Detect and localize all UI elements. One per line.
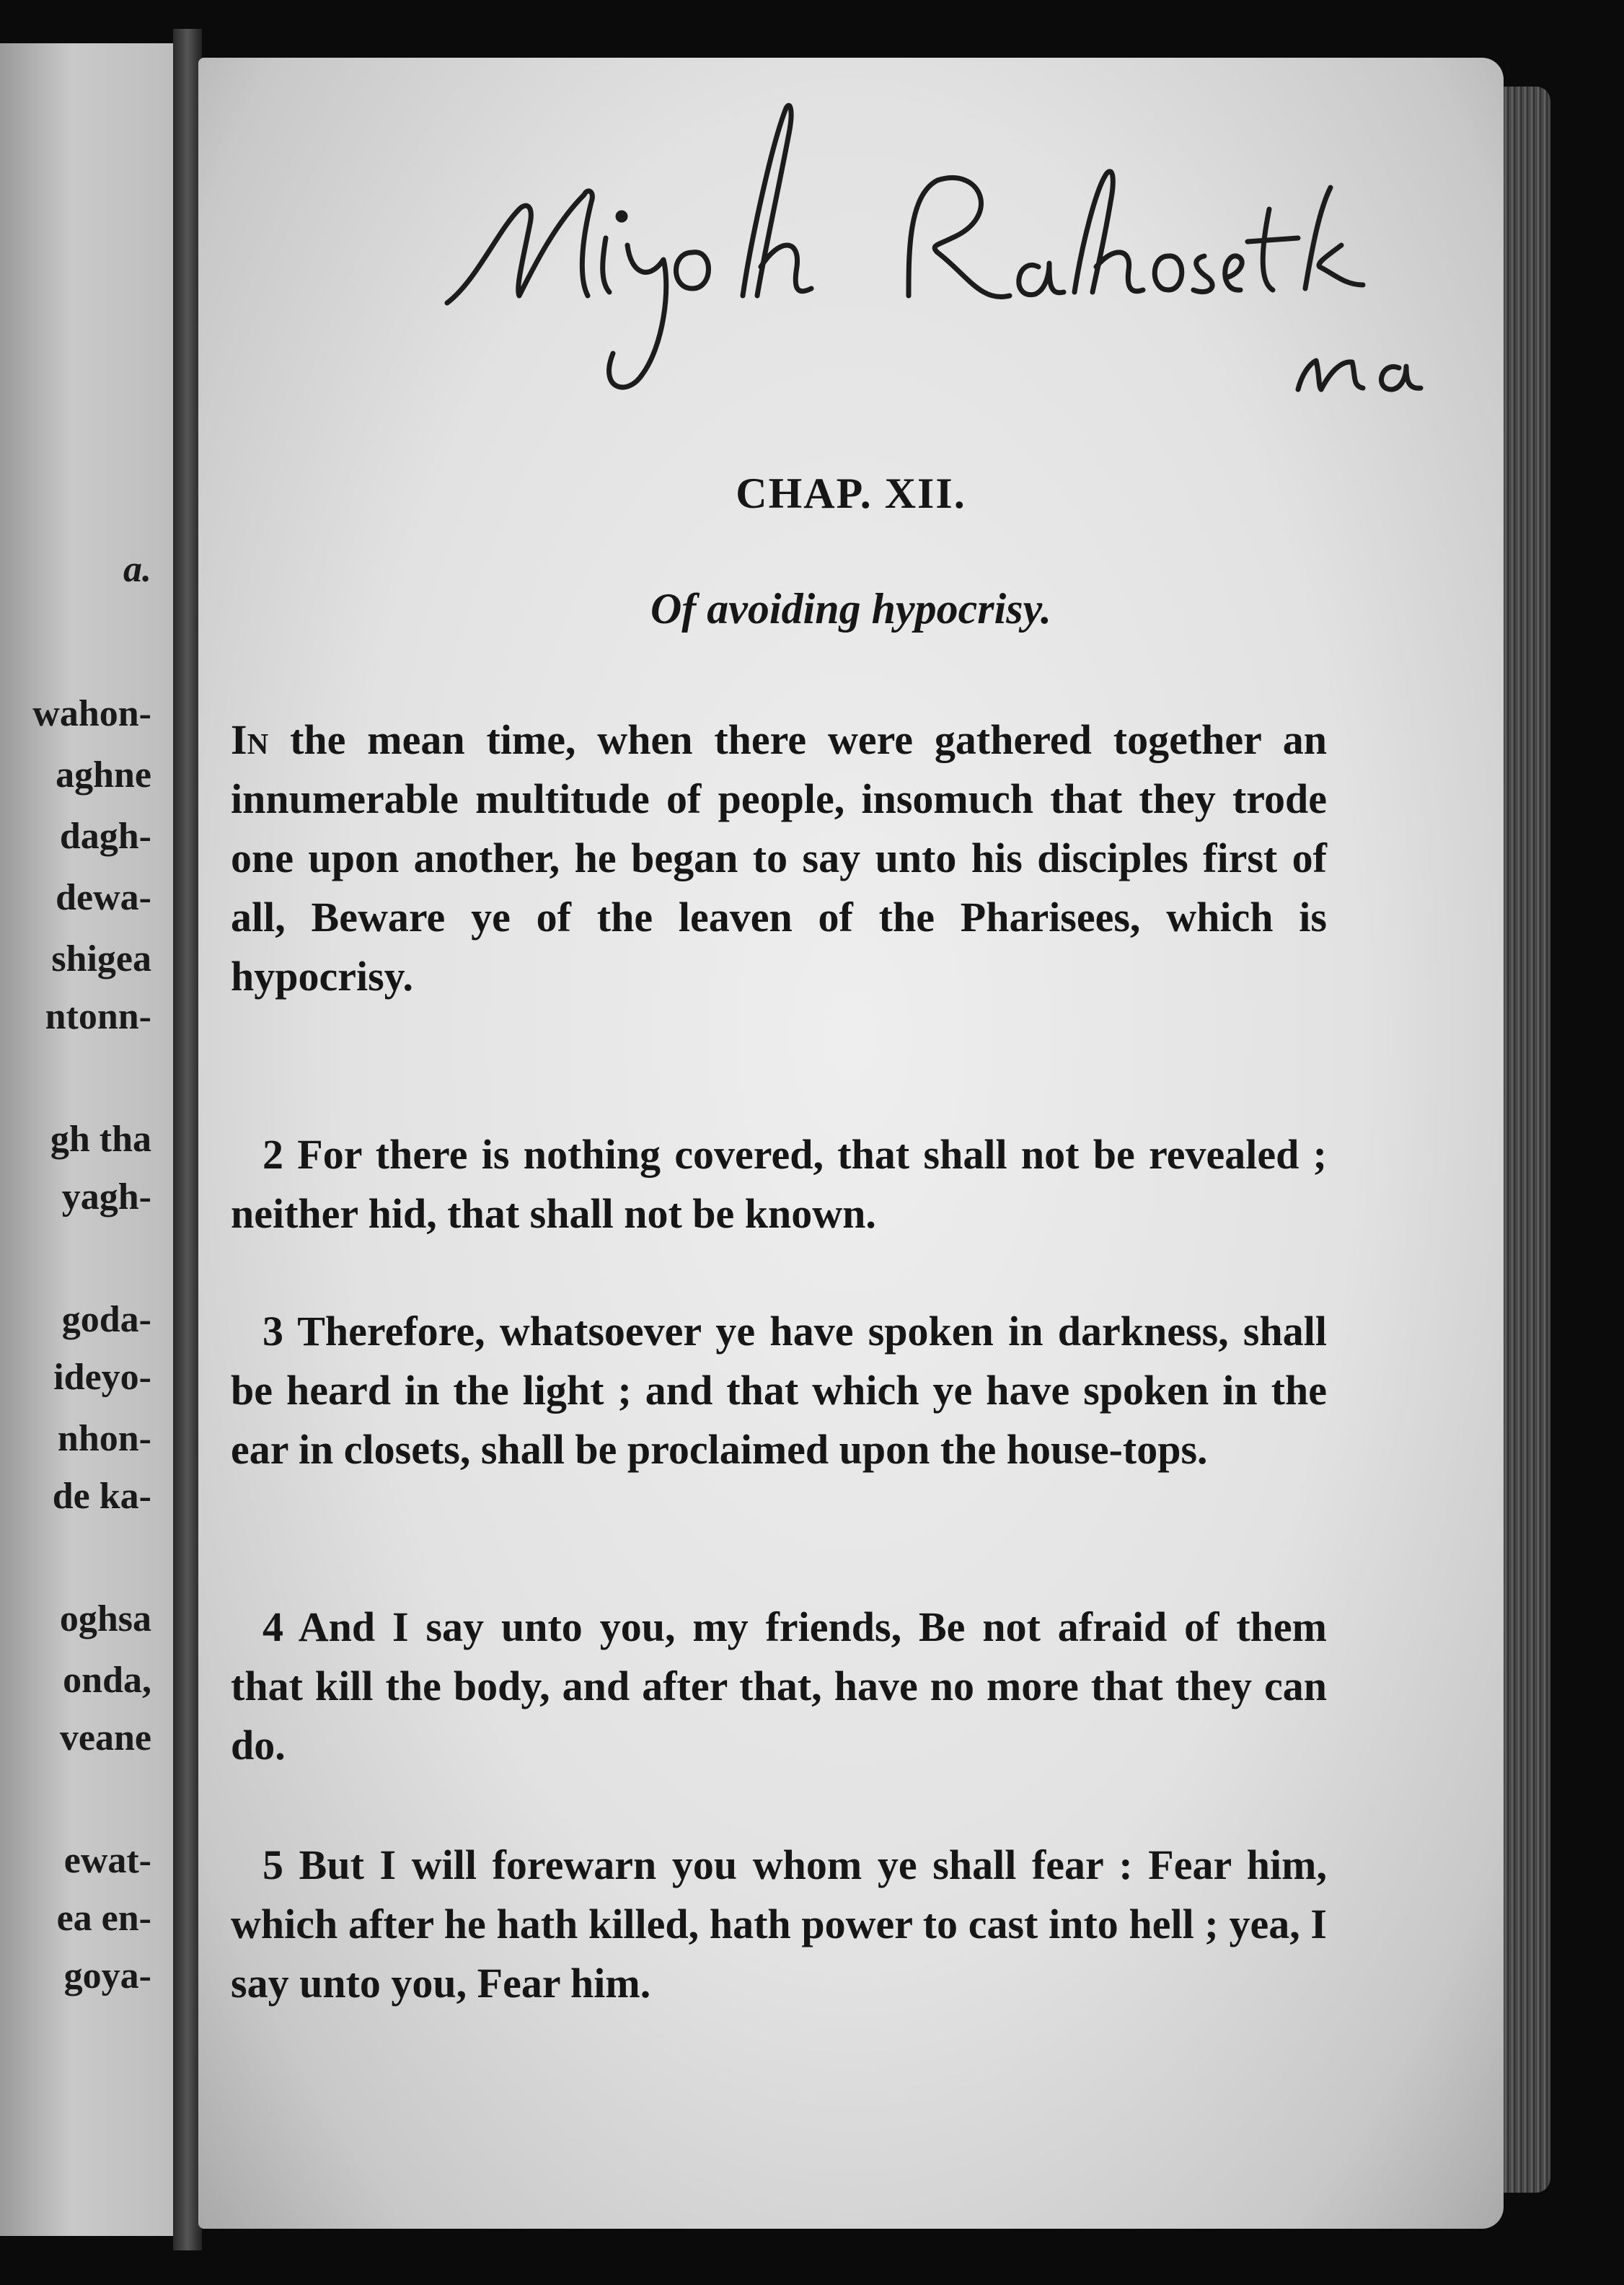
left-page-line: dagh-: [59, 816, 151, 857]
left-page-line: goya-: [63, 1955, 151, 1996]
verse-text: 5 But I will forewarn you whom ye shall fear : Fear him, which after he hath killed, hath power to cast into hell ; yea, I say unto you, Fear him.: [231, 1841, 1327, 2007]
left-page-line: wahon-: [32, 693, 151, 734]
chapter-heading: CHAP. XII.: [736, 470, 966, 517]
verse-3: [231, 1302, 1327, 1479]
handwritten-inscription: [433, 101, 1478, 447]
left-page-line: shigea: [51, 938, 151, 979]
left-page-line: a.: [123, 549, 151, 590]
left-page-line: ea en-: [56, 1898, 151, 1939]
left-page-line: ntonn-: [45, 996, 151, 1037]
left-page-line: onda,: [63, 1660, 151, 1701]
book-gutter: [173, 29, 202, 2250]
left-page-line: yagh-: [61, 1176, 151, 1218]
verse-dropcap: In: [231, 716, 269, 763]
verse-2: [231, 1125, 1327, 1243]
left-page-line: goda-: [61, 1299, 151, 1340]
verse-text: 3 Therefore, whatsoever ye have spoken in darkness, shall be heard in the light ; and that which ye have spoken in the ear in closets, shall be proclaimed upon the house-tops.: [231, 1308, 1327, 1473]
verse-5: [231, 1836, 1327, 2013]
verse-text: 4 And I say unto you, my friends, Be not afraid of them that kill the body, and after that, have no more that they can do.: [231, 1603, 1327, 1769]
verse-1: [231, 710, 1327, 1006]
left-page-line: oghsa: [59, 1598, 151, 1639]
verse-4: [231, 1598, 1327, 1775]
left-facing-page: [0, 43, 180, 2236]
verse-text: 2 For there is nothing covered, that shall not be revealed ; neither hid, that shall not be known.: [231, 1131, 1327, 1237]
left-page-line: ideyo-: [53, 1357, 151, 1398]
left-page-line: dewa-: [56, 877, 151, 918]
left-page-line: nhon-: [57, 1418, 151, 1459]
left-page-line: de ka-: [52, 1476, 151, 1517]
left-page-line: gh tha: [50, 1119, 151, 1160]
chapter-subtitle: Of avoiding hypocrisy.: [650, 585, 1052, 633]
left-page-line: ewat-: [63, 1840, 151, 1881]
left-page-line: aghne: [56, 754, 151, 796]
left-page-line: veane: [59, 1717, 151, 1758]
verse-text: the mean time, when there were gathered together an innumerable multitude of people, insomuch that they trode one upon another, he began to say unto his disciples first of all, Beware ye of the leaven of the Pharisees, which is hypocrisy.: [231, 716, 1327, 1000]
